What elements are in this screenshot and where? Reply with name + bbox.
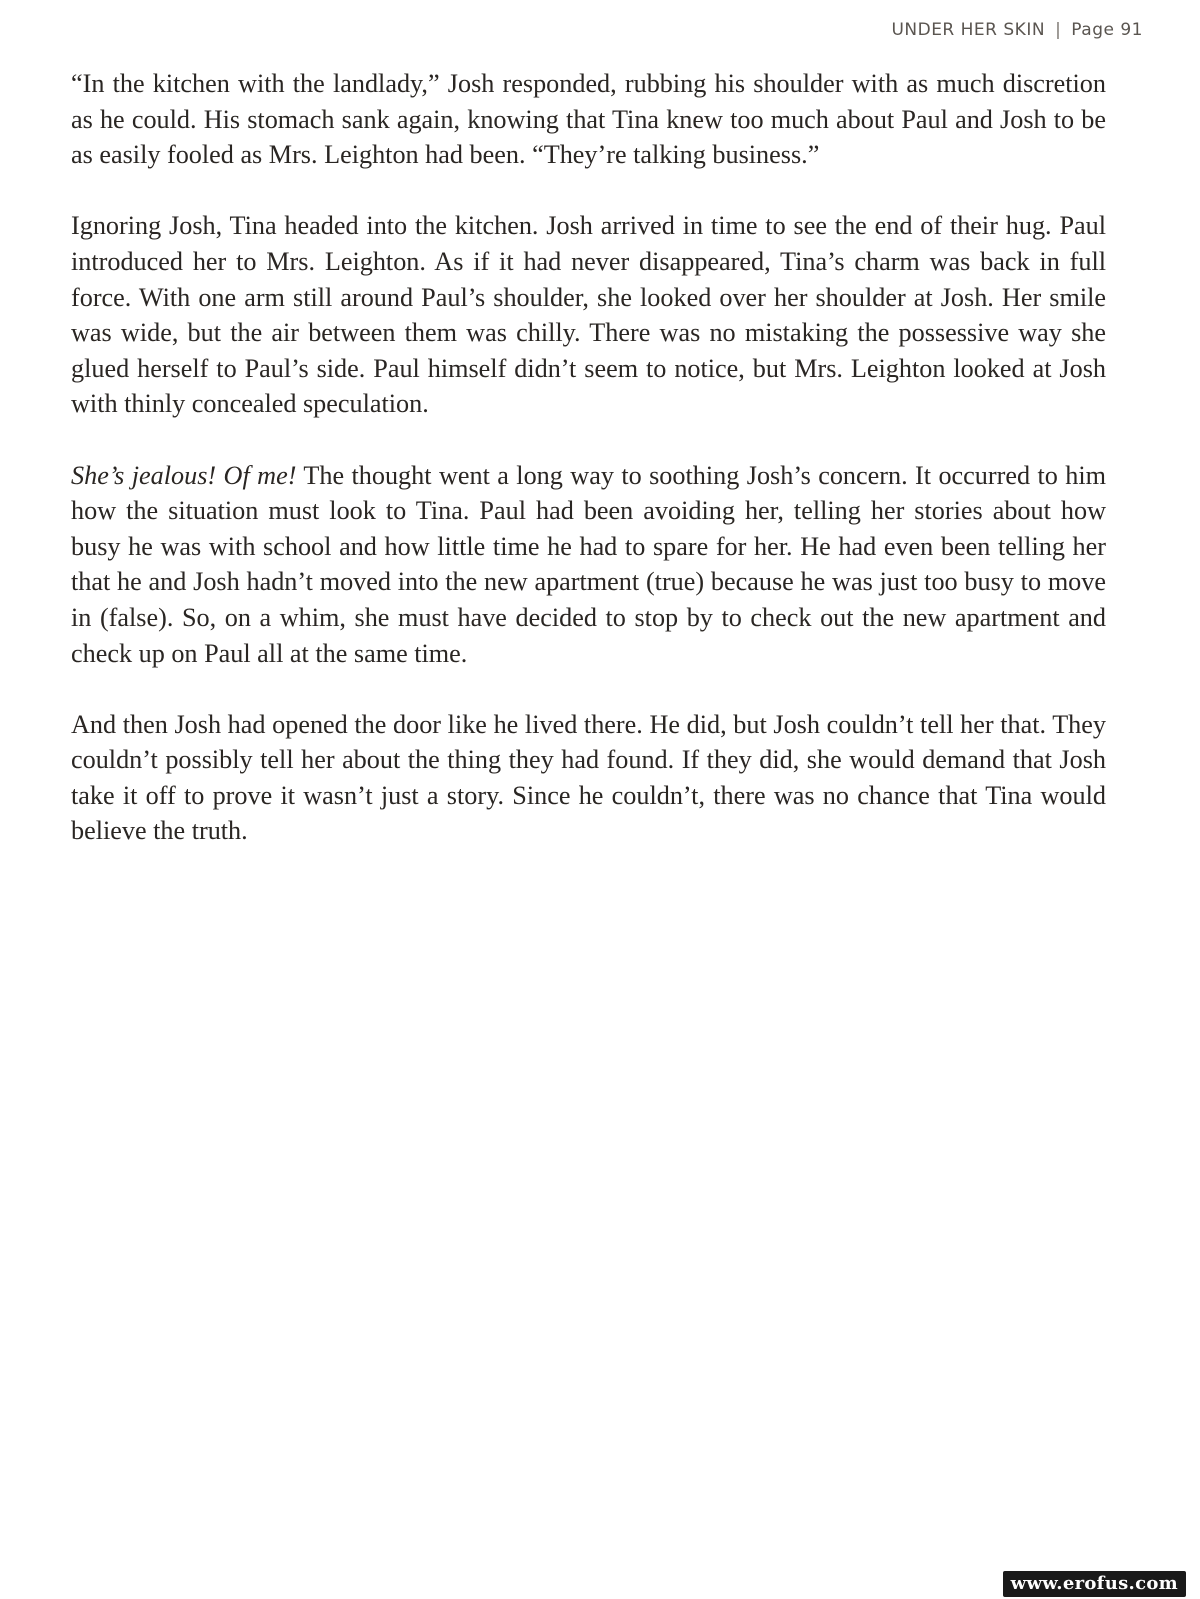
paragraph-text: And then Josh had opened the door like he lived there. He did, but Josh couldn’t tell her that. They couldn’t possibly tell her about the thing they had found. If they did, she would demand that Josh take it off to prove it wasn’t just a story. Since he couldn’t, there was no chance that Tina would believe the truth. <box>71 709 1106 846</box>
paragraph-text: The thought went a long way to soothing Josh’s concern. It occurred to him how the situation must look to Tina. Paul had been avoiding her, telling her stories about how busy he was with school and how little time he had to spare for her. He had even been telling her that he and Josh hadn’t moved into the new apartment (true) because he was just too busy to move in (false). So, on a whim, she must have decided to stop by to check out the new apartment and check up on Paul all at the same time. <box>71 460 1106 668</box>
paragraph-text: Ignoring Josh, Tina headed into the kitchen. Josh arrived in time to see the end of their hug. Paul introduced her to Mrs. Leighton. As if it had never disappeared, Tina’s charm was back in full force. With one arm still around Paul’s shoulder, she looked over her shoulder at Josh. Her smile was wide, but the air between them was chilly. There was no mistaking the possessive way she glued herself to Paul’s side. Paul himself didn’t seem to notice, but Mrs. Leighton looked at Josh with thinly concealed speculation. <box>71 211 1106 419</box>
paragraph-2 <box>71 208 1106 422</box>
paragraph-3 <box>71 458 1106 672</box>
italic-thought: She’s jealous! Of me! <box>71 460 297 490</box>
paragraph-text: “In the kitchen with the landlady,” Josh responded, rubbing his shoulder with as much discretion as he could. His stomach sank again, knowing that Tina knew too much about Paul and Josh to be as easily fooled as Mrs. Leighton had been. “They’re talking business.” <box>71 69 1106 170</box>
paragraph-4 <box>71 707 1106 849</box>
running-header <box>891 20 1143 40</box>
body-text <box>71 66 1106 885</box>
book-title: UNDER HER SKIN <box>891 20 1046 40</box>
site-watermark: www.erofus.com <box>1003 1571 1186 1597</box>
paragraph-1 <box>71 66 1106 173</box>
header-separator: | <box>1055 20 1062 40</box>
page-number: Page 91 <box>1071 20 1143 40</box>
